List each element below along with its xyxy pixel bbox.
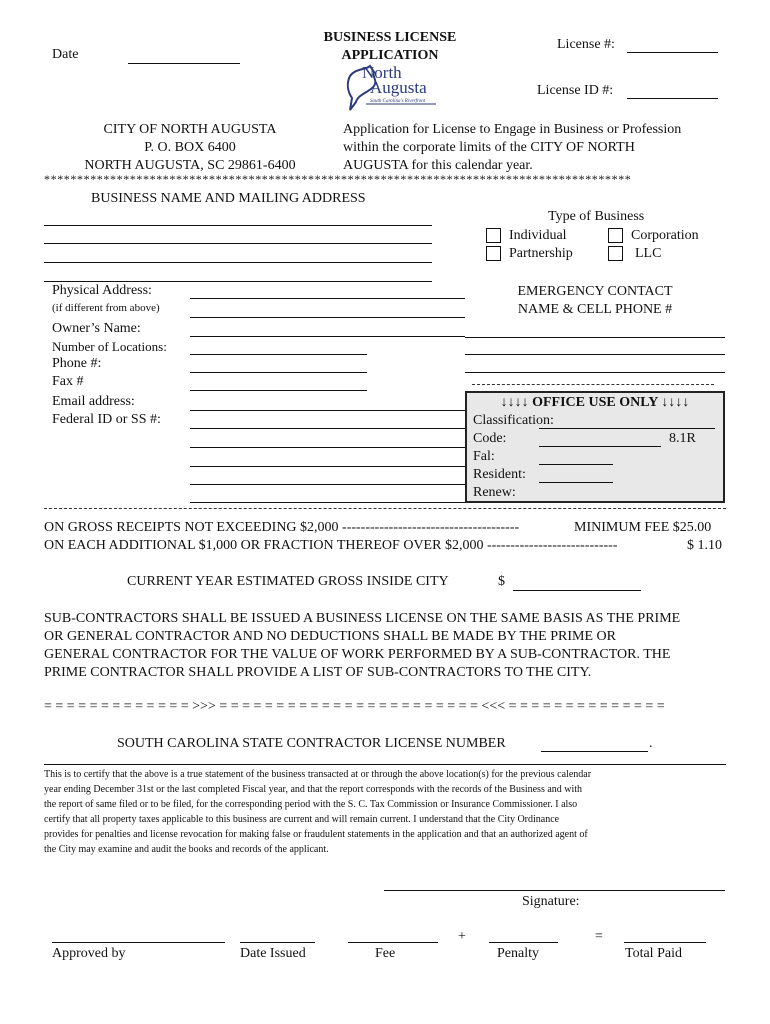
number-of-locations-label: Number of Locations: [52, 339, 167, 354]
email-label: Email address: [52, 394, 135, 409]
page-title [300, 29, 480, 65]
additional-fee: $ 1.10 [687, 538, 722, 553]
intro-line-2: within the corporate limits of the CITY OF NORTH [343, 140, 635, 155]
approved-by-label: Approved by [52, 946, 126, 961]
license-number-label: License #: [557, 37, 615, 52]
individual-label: Individual [509, 228, 567, 243]
llc-label: LLC [635, 246, 662, 261]
code-value: 8.1R [669, 431, 696, 446]
business-line-4[interactable] [44, 281, 432, 282]
physical-address-field-2[interactable] [190, 317, 465, 318]
physical-address-field-1[interactable] [190, 298, 465, 299]
subcontractors-line-3: GENERAL CONTRACTOR FOR THE VALUE OF WORK PERFORMED BY A SUB-CONTRACTOR. THE [44, 647, 671, 662]
code-field[interactable] [539, 446, 661, 447]
business-line-1[interactable] [44, 225, 432, 226]
logo-text-line2: Augusta [370, 78, 427, 97]
north-augusta-logo [344, 64, 440, 112]
date-field[interactable] [128, 63, 240, 64]
penalty-label: Penalty [497, 946, 539, 961]
federal-id-label: Federal ID or SS #: [52, 412, 161, 427]
date-issued-field[interactable] [240, 942, 315, 943]
dashed-separator [472, 384, 714, 385]
extra-line-2[interactable] [190, 466, 465, 467]
resident-field[interactable] [539, 482, 613, 483]
sc-license-label: SOUTH CAROLINA STATE CONTRACTOR LICENSE NUMBER [117, 736, 506, 751]
approved-by-field[interactable] [52, 942, 225, 943]
emergency-field-3[interactable] [465, 372, 725, 373]
fal-field[interactable] [539, 464, 613, 465]
number-of-locations-field[interactable] [190, 354, 367, 355]
business-line-2[interactable] [44, 243, 432, 244]
phone-field[interactable] [190, 372, 367, 373]
section-dashed-divider [44, 508, 726, 509]
fax-field[interactable] [190, 390, 367, 391]
equals-divider: = = = = = = = = = = = = = >>> = = = = = = = = = = = = = = = = = = = = = = = <<< = = = = = = = = = = = = = = [44, 699, 665, 714]
signature-field[interactable] [384, 890, 725, 891]
total-paid-label: Total Paid [625, 946, 682, 961]
city-state-zip: NORTH AUGUSTA, SC 29861-6400 [84, 158, 296, 173]
intro-line-1: Application for License to Engage in Business or Profession [343, 122, 682, 137]
extra-line-1[interactable] [190, 447, 465, 448]
certify-line-1: This is to certify that the above is a true statement of the business transacted at or through the above location(s) for the previous calendar [44, 769, 592, 780]
business-name-heading: BUSINESS NAME AND MAILING ADDRESS [91, 191, 366, 206]
owners-name-field[interactable] [190, 336, 465, 337]
extra-line-3[interactable] [190, 484, 465, 485]
date-issued-label: Date Issued [240, 946, 306, 961]
office-use-box [465, 391, 725, 503]
classification-label: Classification: [473, 413, 554, 428]
subcontractors-line-2: OR GENERAL CONTRACTOR AND NO DEDUCTIONS SHALL BE MADE BY THE PRIME OR [44, 629, 616, 644]
physical-address-label: Physical Address: [52, 283, 152, 298]
business-line-3[interactable] [44, 262, 432, 263]
certify-line-3: the report of same filed or to be filed, for the corresponding period with the S. C. Tax Commission or Insurance Commissioner. I also [44, 799, 578, 810]
emergency-line-2: NAME & CELL PHONE # [517, 302, 673, 317]
email-field[interactable] [190, 410, 465, 411]
city-name: CITY OF NORTH AUGUSTA [103, 122, 277, 137]
gross-currency: $ [498, 574, 505, 589]
corporation-checkbox[interactable] [608, 228, 623, 243]
date-label: Date [52, 47, 79, 62]
llc-checkbox[interactable] [608, 246, 623, 261]
fee-line-2: ON EACH ADDITIONAL $1,000 OR FRACTION THEREOF OVER $2,000 ---------------------------- [44, 538, 618, 553]
emergency-contact-heading [490, 283, 700, 319]
partnership-label: Partnership [509, 246, 573, 261]
individual-checkbox[interactable] [486, 228, 501, 243]
partnership-checkbox[interactable] [486, 246, 501, 261]
corporation-label: Corporation [631, 228, 699, 243]
subcontractors-notice [44, 610, 726, 682]
star-divider: ***************************************************************************************** [44, 172, 632, 186]
penalty-field[interactable] [489, 942, 558, 943]
city-po-box: P. O. BOX 6400 [144, 140, 236, 155]
fax-label: Fax # [52, 374, 84, 389]
gross-label: CURRENT YEAR ESTIMATED GROSS INSIDE CITY [127, 574, 449, 589]
certification-text [44, 767, 726, 857]
logo-text-line1: North [362, 63, 402, 82]
subcontractors-line-1: SUB-CONTRACTORS SHALL BE ISSUED A BUSINESS LICENSE ON THE SAME BASIS AS THE PRIME [44, 611, 681, 626]
intro-line-3: AUGUSTA for this calendar year. [343, 158, 533, 173]
renew-label: Renew: [473, 485, 516, 500]
emergency-line-1: EMERGENCY CONTACT [517, 284, 673, 299]
sc-license-suffix: . [649, 736, 653, 751]
fal-label: Fal: [473, 449, 495, 464]
intro-text [343, 121, 718, 175]
phone-label: Phone #: [52, 356, 102, 371]
certify-line-5: provides for penalties and license revocation for making false or fraudulent statements in the application and that an authorized agent of [44, 829, 588, 840]
title-line-2: APPLICATION [341, 48, 439, 63]
certify-line-2: year ending December 31st or the last completed Fiscal year, and that the report corresponds with the records of the Business and with [44, 784, 583, 795]
type-of-business-heading: Type of Business [548, 209, 645, 224]
plus-sign: + [458, 929, 466, 944]
fee-line-1: ON GROSS RECEIPTS NOT EXCEEDING $2,000 -------------------------------------- [44, 520, 520, 535]
emergency-field-1[interactable] [465, 337, 725, 338]
fee-label: Fee [375, 946, 396, 961]
subcontractors-line-4: PRIME CONTRACTOR SHALL PROVIDE A LIST OF SUB-CONTRACTORS TO THE CITY. [44, 665, 592, 680]
equals-sign: = [595, 929, 603, 944]
code-label: Code: [473, 431, 507, 446]
city-address-block [50, 121, 330, 175]
certify-line-4: certify that all property taxes applicable to this business are current and will remain current. I understand that the City Ordinance [44, 814, 560, 825]
total-paid-field[interactable] [624, 942, 706, 943]
resident-label: Resident: [473, 467, 526, 482]
federal-id-field[interactable] [190, 428, 465, 429]
license-id-field[interactable] [627, 98, 718, 99]
owners-name-label: Owner’s Name: [52, 321, 141, 336]
logo-tagline: South Carolina's Riverfront [370, 99, 426, 104]
fee-field[interactable] [348, 942, 438, 943]
classification-field[interactable] [539, 428, 715, 429]
minimum-fee: MINIMUM FEE $25.00 [574, 520, 712, 535]
certify-line-6: the City may examine and audit the books and records of the applicant. [44, 844, 329, 855]
license-id-label: License ID #: [537, 83, 614, 98]
sc-license-field[interactable] [541, 751, 648, 752]
office-use-title: ↓↓↓↓ OFFICE USE ONLY ↓↓↓↓ [500, 395, 690, 410]
physical-address-note: (if different from above) [52, 302, 160, 314]
emergency-field-2[interactable] [465, 354, 725, 355]
title-line-1: BUSINESS LICENSE [323, 30, 457, 45]
certify-top-rule [44, 764, 726, 765]
gross-amount-field[interactable] [513, 590, 641, 591]
signature-label: Signature: [522, 894, 580, 909]
license-number-field[interactable] [627, 52, 718, 53]
extra-line-4[interactable] [190, 502, 465, 503]
